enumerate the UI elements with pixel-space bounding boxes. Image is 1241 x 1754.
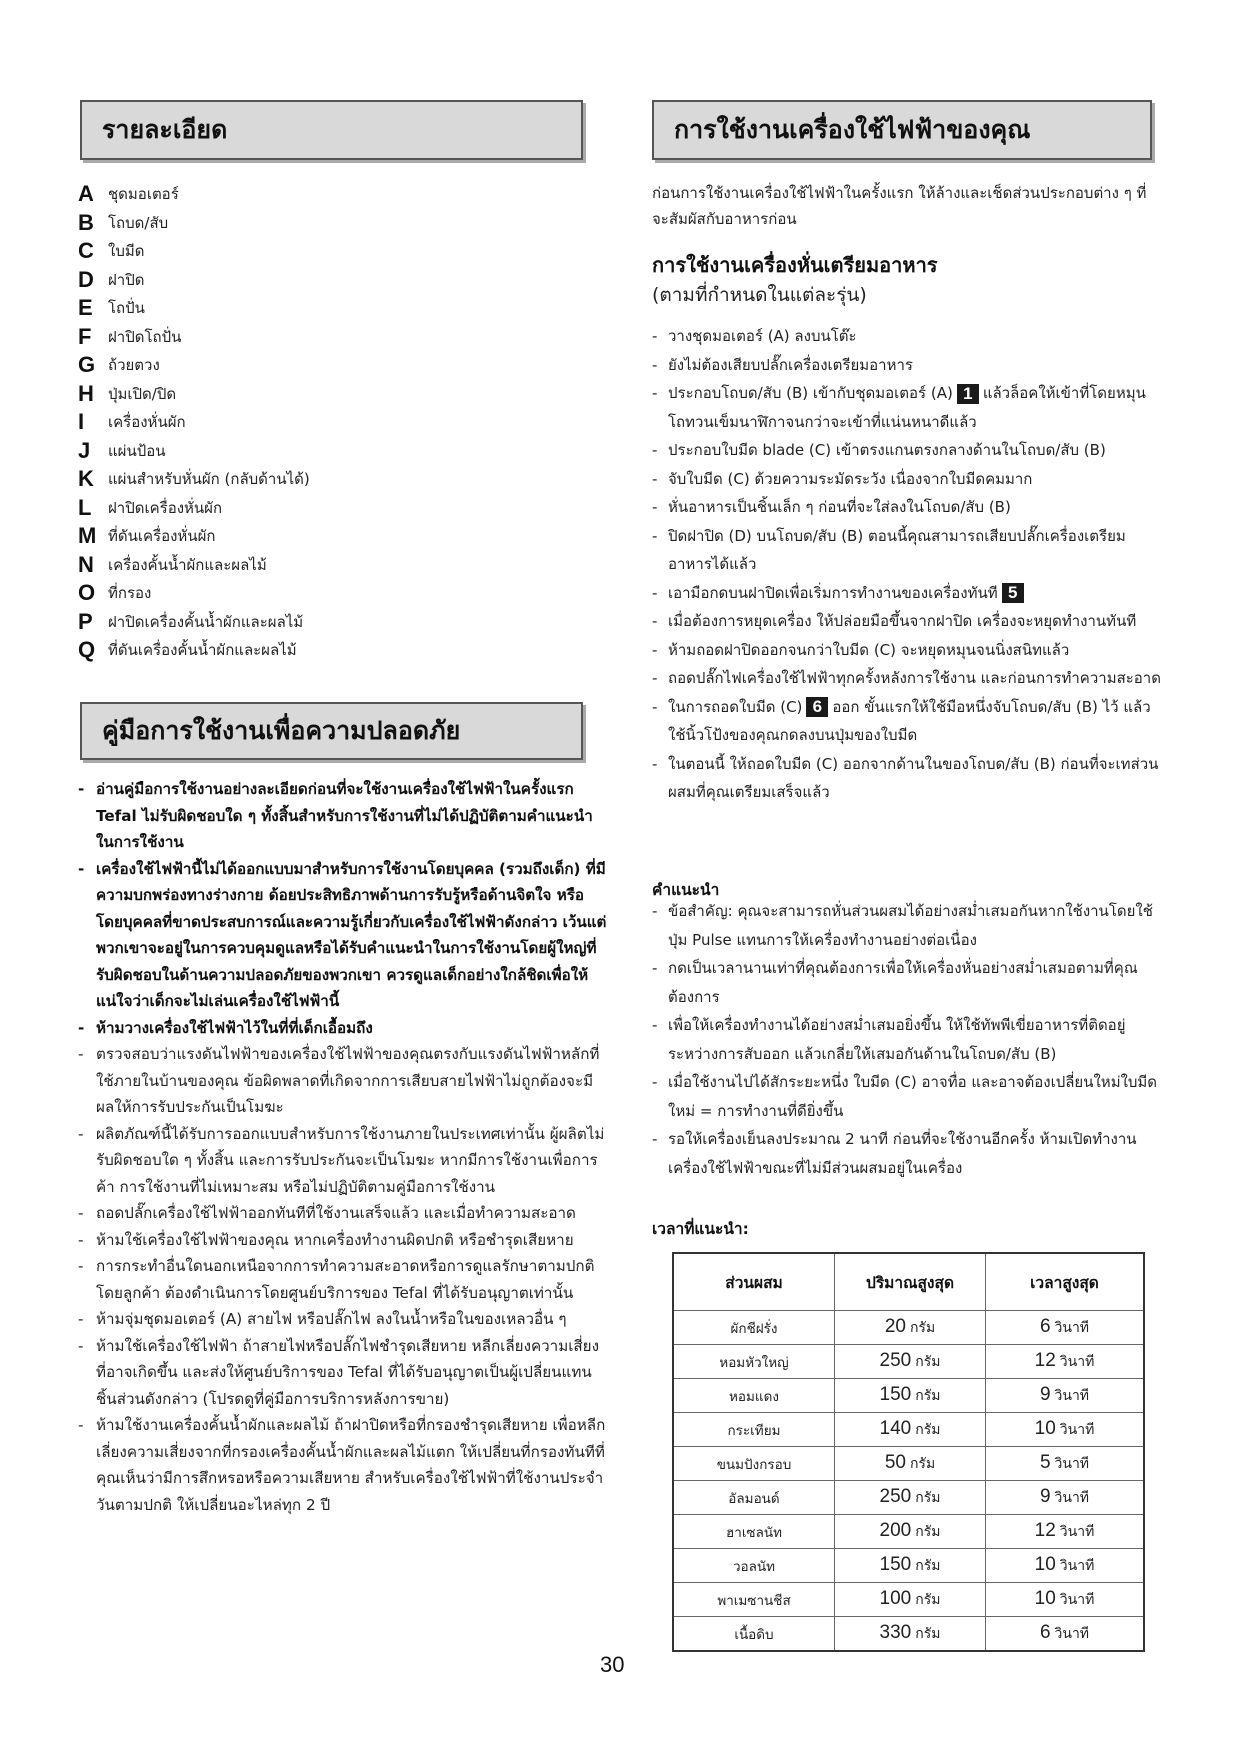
time-value: 10 (1034, 1588, 1056, 1609)
page-number: 30 (600, 1652, 625, 1677)
usage-heading (652, 100, 1152, 160)
chopper-title: การใช้งานเครื่องหั่นเตรียมอาหาร (652, 253, 938, 277)
part-label: เครื่องหั่นผัก (108, 413, 186, 432)
part-label: โถปั่น (108, 299, 145, 318)
safety-item: - ห้ามใช้งานเครื่องคั้นน้ำผักและผลไม้ ถ้าฝาปิดหรือที่กรองชำรุดเสียหาย เพื่อหลีกเลี่ยงความเสี่ยงจากที่กรองเครื่องคั้นน้ำผักและผลไม้แตก ให้เปลี่ยนที่กรองทันทีที่คุณเห็นว่ามีการสึกหรอหรือความเสียหาย สำหรับเครื่องใช้ไฟฟ้าที่ใช้งานประจำวันตามปกติ ให้เปลี่ยนอะไหล่ทุก 2 ปี (78, 1412, 608, 1518)
part-letter: B (78, 209, 94, 235)
step-item (652, 607, 1162, 636)
part-item (78, 180, 598, 209)
part-letter: J (78, 437, 91, 463)
col-max-time: เวลาสูงสุด (986, 1253, 1145, 1311)
quantity-cell (835, 1311, 986, 1345)
quantity-cell (835, 1447, 986, 1481)
time-value: 9 (1039, 1486, 1051, 1507)
part-letter: A (78, 181, 94, 207)
part-item (78, 608, 598, 637)
quantity-value: 150 (879, 1554, 912, 1575)
tip-item: - รอให้เครื่องเย็นลงประมาณ 2 นาที ก่อนที่จะใช้งานอีกครั้ง ห้ามเปิดทำงานเครื่องใช้ไฟฟ้าขณะที่ไม่มีส่วนผสมอยู่ในเครื่อง (652, 1125, 1162, 1182)
table-row (673, 1379, 1144, 1413)
description-heading (80, 100, 583, 160)
table-row (673, 1447, 1144, 1481)
parts-list (78, 180, 598, 665)
part-label: ฝาปิด (108, 270, 145, 289)
col-ingredient: ส่วนผสม (673, 1253, 835, 1311)
time-unit: วินาที (1059, 1354, 1095, 1370)
part-letter: E (78, 295, 93, 321)
step-item (652, 465, 1162, 494)
time-value: 12 (1034, 1350, 1056, 1371)
time-value: 5 (1039, 1452, 1051, 1473)
quantity-cell (835, 1379, 986, 1413)
time-unit: วินาที (1059, 1558, 1095, 1574)
usage-title: การใช้งานเครื่องใช้ไฟฟ้าของคุณ (674, 115, 1031, 144)
time-unit: วินาที (1054, 1626, 1090, 1642)
safety-item: - ห้ามวางเครื่องใช้ไฟฟ้าไว้ในที่ที่เด็กเอื้อมถึง (78, 1015, 608, 1042)
time-value: 12 (1034, 1520, 1056, 1541)
step-item (652, 379, 1162, 436)
ingredient-cell: พาเมซานชีส (673, 1583, 835, 1617)
part-item (78, 380, 598, 409)
step-text: ในการถอดใบมีด (C) (668, 697, 803, 716)
part-letter: D (78, 266, 94, 292)
safety-heading (80, 702, 583, 760)
step-item (652, 664, 1162, 693)
time-cell (986, 1379, 1145, 1413)
time-unit: วินาที (1054, 1388, 1090, 1404)
step-item (652, 579, 1162, 608)
time-cell (986, 1311, 1145, 1345)
time-unit: วินาที (1054, 1456, 1090, 1472)
part-label: ใบมีด (108, 242, 145, 261)
table-row (673, 1413, 1144, 1447)
part-label: ฝาปิดเครื่องหั่นผัก (108, 498, 223, 517)
figure-number-badge: 6 (806, 697, 828, 717)
ingredient-cell: ผักชีฝรั่ง (673, 1311, 835, 1345)
safety-item: - ห้ามใช้เครื่องใช้ไฟฟ้าของคุณ หากเครื่องทำงานผิดปกติ หรือชำรุดเสียหาย (78, 1227, 608, 1254)
step-text: วางชุดมอเตอร์ (A) ลงบนโต๊ะ (668, 327, 857, 345)
table-row (673, 1481, 1144, 1515)
part-letter: N (78, 551, 94, 577)
table-row (673, 1345, 1144, 1379)
quantity-value: 50 (884, 1452, 906, 1473)
part-label: ฝาปิดเครื่องคั้นน้ำผักและผลไม้ (108, 612, 304, 631)
part-item (78, 237, 598, 266)
quantity-cell (835, 1345, 986, 1379)
quantity-value: 250 (879, 1350, 912, 1371)
part-letter: I (78, 409, 85, 435)
step-item (652, 693, 1162, 750)
tips-list (652, 897, 1162, 1182)
part-label: เครื่องคั้นน้ำผักและผลไม้ (108, 555, 267, 574)
ingredient-cell: ฮาเซลนัท (673, 1515, 835, 1549)
table-row (673, 1311, 1144, 1345)
part-label: แผ่นสำหรับหั่นผัก (กลับด้านได้) (108, 470, 310, 489)
step-item (652, 750, 1162, 807)
step-text: ห้ามถอดฝาปิดออกจนกว่าใบมีด (C) จะหยุดหมุนจนนิ่งสนิทแล้ว (668, 640, 1070, 659)
time-value: 6 (1039, 1622, 1051, 1643)
part-letter: G (78, 352, 96, 378)
safety-item: - ตรวจสอบว่าแรงดันไฟฟ้าของเครื่องใช้ไฟฟ้าของคุณตรงกับแรงดันไฟฟ้าหลักที่ใช้ภายในบ้านของคุณ ข้อผิดพลาดที่เกิดจากการเสียบสายไฟฟ้าไม่ถูกต้องจะมีผลให้การรับประกันเป็นโมฆะ (78, 1041, 608, 1121)
description-title: รายละเอียด (102, 115, 228, 144)
step-text: ปิดฝาปิด (D) บนโถบด/สับ (B) ตอนนี้คุณสามารถเสียบปลั๊กเครื่องเตรียมอาหารได้แล้ว (668, 526, 1126, 573)
time-value: 6 (1039, 1316, 1051, 1337)
time-title: เวลาที่แนะนำ: (652, 1220, 749, 1238)
step-text-continued: ออก ขั้นแรกให้ใช้มือหนึ่งจับโถบด/สับ (B) ไว้ แล้วใช้นิ้วโป้งของคุณกดลงบนปุ่มของใบมีด (668, 697, 1151, 744)
tip-item: - กดเป็นเวลานานเท่าที่คุณต้องการเพื่อให้เครื่องหั่นอย่างสม่ำเสมอตามที่คุณต้องการ (652, 954, 1162, 1011)
part-label: ที่ดันเครื่องคั้นน้ำผักและผลไม้ (108, 641, 297, 660)
part-item (78, 465, 598, 494)
ingredient-cell: เนื้อดิบ (673, 1617, 835, 1652)
ingredient-cell: หอมแดง (673, 1379, 835, 1413)
part-label: ที่ดันเครื่องหั่นผัก (108, 527, 216, 546)
time-value: 10 (1034, 1418, 1056, 1439)
tip-item: - เพื่อให้เครื่องทำงานได้อย่างสม่ำเสมอยิ่งขึ้น ให้ใช้ทัพพีเขี่ยอาหารที่ติดอยู่ระหว่างการสับออก แล้วเกลี่ยให้เสมอกันด้านในโถบด/สับ (B) (652, 1011, 1162, 1068)
quantity-unit: กรัม (915, 1592, 941, 1608)
part-label: ที่กรอง (108, 584, 152, 603)
part-item (78, 579, 598, 608)
part-letter: H (78, 380, 94, 406)
quantity-value: 250 (879, 1486, 912, 1507)
table-row (673, 1583, 1144, 1617)
time-unit: วินาที (1054, 1320, 1090, 1336)
quantity-unit: กรัม (915, 1422, 941, 1438)
part-label: ฝาปิดโถปั่น (108, 327, 182, 346)
step-text: หั่นอาหารเป็นชิ้นเล็ก ๆ ก่อนที่จะใส่ลงในโถบด/สับ (B) (668, 498, 1011, 516)
safety-item: - การกระทำอื่นใดนอกเหนือจากการทำความสะอาดหรือการดูแลรักษาตามปกติโดยลูกค้า ต้องดำเนินการโดยศูนย์บริการของ Tefal ที่ได้รับอนุญาตเท่านั้น (78, 1253, 608, 1306)
part-letter: F (78, 323, 92, 349)
part-item (78, 266, 598, 295)
quantity-cell (835, 1481, 986, 1515)
safety-item: - ถอดปลั๊กเครื่องใช้ไฟฟ้าออกทันทีที่ใช้งานเสร็จแล้ว และเมื่อทำความสะอาด (78, 1200, 608, 1227)
part-item (78, 408, 598, 437)
part-item (78, 323, 598, 352)
safety-list (78, 776, 608, 1518)
safety-item: - ผลิตภัณฑ์นี้ได้รับการออกแบบสำหรับการใช้งานภายในประเทศเท่านั้น ผู้ผลิตไม่รับผิดชอบใด ๆ ทั้งสิ้น และการรับประกันจะเป็นโมฆะ หากมีการใช้งานเพื่อการค้า การใช้งานที่ไม่เหมาะสม หรือไม่ปฏิบัติตามคู่มือการใช้งาน (78, 1121, 608, 1201)
time-cell (986, 1345, 1145, 1379)
table-header-row (673, 1253, 1144, 1311)
safety-item: - ห้ามจุ่มชุดมอเตอร์ (A) สายไฟ หรือปลั๊กไฟ ลงในน้ำหรือในของเหลวอื่น ๆ (78, 1306, 608, 1333)
part-item (78, 522, 598, 551)
usage-intro: ก่อนการใช้งานเครื่องใช้ไฟฟ้าในครั้งแรก ให้ล้างและเช็ดส่วนประกอบต่าง ๆ ที่จะสัมผัสกับอาหารก่อน (652, 184, 1147, 228)
quantity-value: 140 (879, 1418, 912, 1439)
part-item (78, 494, 598, 523)
quantity-value: 20 (884, 1316, 906, 1337)
quantity-cell (835, 1549, 986, 1583)
part-label: ชุดมอเตอร์ (108, 185, 179, 204)
ingredient-cell: อัลมอนด์ (673, 1481, 835, 1515)
step-text-continued: แล้วล็อคให้เข้าที่โดยหมุนโถทวนเข็มนาฬิกาจนกว่าจะเข้าที่แน่นหนาดีแล้ว (668, 384, 1146, 431)
ingredient-cell: หอมหัวใหญ่ (673, 1345, 835, 1379)
part-item (78, 636, 598, 665)
part-item (78, 437, 598, 466)
step-item (652, 351, 1162, 380)
chopper-subtitle: (ตามที่กำหนดในแต่ละรุ่น) (652, 284, 867, 306)
step-item (652, 636, 1162, 665)
table-row (673, 1549, 1144, 1583)
part-letter: C (78, 238, 94, 264)
step-text: ประกอบใบมีด blade (C) เข้าตรงแกนตรงกลางด้านในโถบด/สับ (B) (668, 441, 1106, 459)
time-unit: วินาที (1059, 1524, 1095, 1540)
quantity-unit: กรัม (915, 1626, 941, 1642)
figure-number-badge: 1 (957, 384, 979, 404)
step-item (652, 493, 1162, 522)
step-text: ประกอบโถบด/สับ (B) เข้ากับชุดมอเตอร์ (A) (668, 384, 953, 402)
table-row (673, 1515, 1144, 1549)
ingredient-cell: วอลนัท (673, 1549, 835, 1583)
part-letter: K (78, 466, 94, 492)
time-cell (986, 1617, 1145, 1652)
quantity-unit: กรัม (915, 1524, 941, 1540)
part-item (78, 209, 598, 238)
step-text: จับใบมีด (C) ด้วยความระมัดระวัง เนื่องจากใบมีดคมมาก (668, 469, 1033, 488)
quantity-unit: กรัม (915, 1490, 941, 1506)
step-item (652, 322, 1162, 351)
part-label: ปุ่มเปิด/ปิด (108, 384, 177, 403)
col-max-qty: ปริมาณสูงสุด (835, 1253, 986, 1311)
quantity-cell (835, 1583, 986, 1617)
part-label: แผ่นป้อน (108, 441, 166, 460)
step-text: เอามือกดบนฝาปิดเพื่อเริ่มการทำงานของเครื่องทันที (668, 583, 998, 602)
time-cell (986, 1481, 1145, 1515)
quantity-value: 200 (879, 1520, 912, 1541)
step-text: ถอดปลั๊กไฟเครื่องใช้ไฟฟ้าทุกครั้งหลังการใช้งาน และก่อนการทำความสะอาด (668, 669, 1161, 687)
quantity-value: 100 (879, 1588, 912, 1609)
part-letter: L (78, 494, 92, 520)
quantity-unit: กรัม (915, 1354, 941, 1370)
tip-item: - ข้อสำคัญ: คุณจะสามารถหั่นส่วนผสมได้อย่างสม่ำเสมอกันหากใช้งานโดยใช้ปุ่ม Pulse แทนการให้เครื่องทำงานอย่างต่อเนื่อง (652, 897, 1162, 954)
part-item (78, 551, 598, 580)
tips-title: คำแนะนำ (652, 881, 720, 899)
time-value: 10 (1034, 1554, 1056, 1575)
quantity-cell (835, 1515, 986, 1549)
quantity-unit: กรัม (909, 1320, 936, 1336)
time-cell (986, 1515, 1145, 1549)
safety-item: - ห้ามใช้เครื่องใช้ไฟฟ้า ถ้าสายไฟหรือปลั๊กไฟชำรุดเสียหาย หลีกเลี่ยงความเสี่ยงที่อาจเกิดขึ้น และส่งให้ศูนย์บริการของ Tefal ที่ได้รับอนุญาตเป็นผู้เปลี่ยนแทนชิ้นส่วนดังกล่าว (โปรดดูที่คู่มือการบริการหลังการขาย) (78, 1333, 608, 1413)
step-text: ยังไม่ต้องเสียบปลั๊กเครื่องเตรียมอาหาร (668, 355, 913, 374)
quantity-value: 150 (879, 1384, 912, 1405)
steps-list (652, 322, 1162, 807)
step-text: ในตอนนี้ ให้ถอดใบมีด (C) ออกจากด้านในของโถบด/สับ (B) ก่อนที่จะเทส่วนผสมที่คุณเตรียมเสร็จแล้ว (668, 754, 1159, 801)
chopper-heading (652, 250, 1152, 310)
time-cell (986, 1447, 1145, 1481)
time-value: 9 (1039, 1384, 1051, 1405)
table-row (673, 1617, 1144, 1652)
part-label: โถบด/สับ (108, 213, 169, 232)
quantity-unit: กรัม (909, 1456, 936, 1472)
part-letter: M (78, 523, 97, 549)
safety-item: - อ่านคู่มือการใช้งานอย่างละเอียดก่อนที่จะใช้งานเครื่องใช้ไฟฟ้าในครั้งแรก Tefal ไม่รับผิดชอบใด ๆ ทั้งสิ้นสำหรับการใช้งานที่ไม่ได้ปฏิบัติตามคำแนะนำในการใช้งาน (78, 776, 608, 856)
quantity-unit: กรัม (915, 1388, 941, 1404)
safety-title: คู่มือการใช้งานเพื่อความปลอดภัย (102, 716, 461, 745)
quantity-unit: กรัม (915, 1558, 941, 1574)
tip-item: - เมื่อใช้งานไปได้สักระยะหนึ่ง ใบมีด (C) อาจทื่อ และอาจต้องเปลี่ยนใหม่ใบมีดใหม่ = การทำงานที่ดียิ่งขึ้น (652, 1068, 1162, 1125)
part-item (78, 351, 598, 380)
quantity-cell (835, 1413, 986, 1447)
step-item (652, 436, 1162, 465)
time-unit: วินาที (1059, 1592, 1095, 1608)
part-letter: O (78, 580, 96, 606)
quantity-cell (835, 1617, 986, 1652)
part-item (78, 294, 598, 323)
recommended-times-table (672, 1252, 1145, 1652)
part-letter: P (78, 608, 93, 634)
step-text: เมื่อต้องการหยุดเครื่อง ให้ปล่อยมือขึ้นจากฝาปิด เครื่องจะหยุดทำงานทันที (668, 612, 1137, 630)
part-label: ถ้วยตวง (108, 356, 160, 375)
time-unit: วินาที (1054, 1490, 1090, 1506)
ingredient-cell: ขนมปังกรอบ (673, 1447, 835, 1481)
part-letter: Q (78, 637, 96, 663)
time-cell (986, 1549, 1145, 1583)
step-item (652, 522, 1162, 579)
time-cell (986, 1583, 1145, 1617)
time-cell (986, 1413, 1145, 1447)
quantity-value: 330 (879, 1622, 912, 1643)
ingredient-cell: กระเทียม (673, 1413, 835, 1447)
safety-item: - เครื่องใช้ไฟฟ้านี้ไม่ได้ออกแบบมาสำหรับการใช้งานโดยบุคคล (รวมถึงเด็ก) ที่มีความบกพร่องทางร่างกาย ด้อยประสิทธิภาพด้านการรับรู้หรือด้านจิตใจ หรือโดยบุคคลที่ขาดประสบการณ์และความรู้เกี่ยวกับเครื่องใช้ไฟฟ้าดังกล่าว เว้นแต่พวกเขาจะอยู่ในการควบคุมดูแลหรือได้รับคำแนะนำในการใช้งานโดยผู้ใหญ่ที่รับผิดชอบในด้านความปลอดภัยของพวกเขา ควรดูแลเด็กอย่างใกล้ชิดเพื่อให้แน่ใจว่าเด็กจะไม่เล่นเครื่องใช้ไฟฟ้านี้ (78, 856, 608, 1015)
figure-number-badge: 5 (1002, 583, 1024, 603)
time-unit: วินาที (1059, 1422, 1095, 1438)
